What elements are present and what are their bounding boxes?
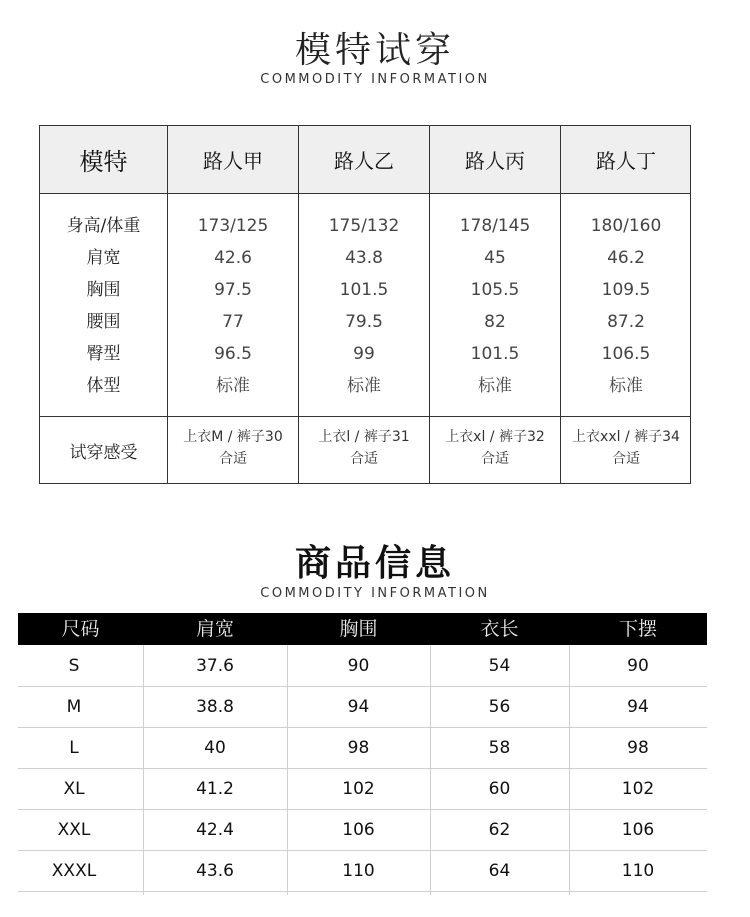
- model-1-values: [168, 215, 298, 407]
- cell-size: XXXL: [51, 861, 97, 881]
- cell: 标准: [609, 376, 643, 396]
- label-fitting-feel: 试穿感受: [69, 442, 138, 463]
- section-subtitle: COMMODITY INFORMATION: [260, 72, 490, 87]
- cell: 175/132: [328, 216, 400, 236]
- cell: 56: [488, 697, 511, 717]
- model-fitting-table: [39, 125, 691, 484]
- cell-size: L: [69, 738, 79, 758]
- cell: 77: [222, 312, 244, 332]
- cell: 38.8: [196, 697, 234, 717]
- label-shoulder: 肩宽: [86, 248, 121, 268]
- cell: 106: [342, 820, 375, 840]
- model-3-values: [430, 215, 560, 407]
- cell: 105.5: [470, 280, 520, 300]
- cell: 110: [342, 861, 375, 881]
- table-row: [18, 687, 707, 728]
- table-row: [18, 769, 707, 810]
- cell: 62: [488, 820, 511, 840]
- model-3-feel: [430, 426, 560, 470]
- cell: 60: [488, 779, 511, 799]
- header-length: 衣长: [480, 618, 519, 640]
- cell: 106: [621, 820, 655, 840]
- feel-result: 合适: [481, 451, 509, 467]
- cell: 43.8: [345, 248, 383, 268]
- feel-size: 上衣l / 裤子31: [318, 429, 410, 445]
- cell: 82: [484, 312, 506, 332]
- header-shoulder: 肩宽: [195, 618, 234, 640]
- cell: 54: [488, 656, 511, 676]
- cell: 64: [488, 861, 511, 881]
- cell: 43.6: [196, 861, 234, 881]
- section-title-model-fitting: 模特试穿: [294, 30, 455, 71]
- cell: 79.5: [345, 312, 383, 332]
- model-4-feel: [561, 426, 691, 470]
- cell: 42.4: [196, 820, 234, 840]
- cell: 41.2: [196, 779, 234, 799]
- feel-size: 上衣xxl / 裤子34: [572, 429, 680, 445]
- cell: 96.5: [214, 344, 252, 364]
- label-body-type: 体型: [86, 376, 121, 396]
- header-hem: 下摆: [618, 618, 657, 640]
- feel-result: 合适: [350, 451, 378, 467]
- cell: 106.5: [601, 344, 651, 364]
- cell: 98: [347, 738, 370, 758]
- model-2-values: [299, 215, 429, 407]
- cell: 90: [347, 656, 370, 676]
- header-model-3: 路人丙: [465, 149, 525, 173]
- cell: 87.2: [607, 312, 645, 332]
- cell: 90: [627, 656, 649, 676]
- model-4-values: [561, 215, 691, 407]
- cell: 94: [627, 697, 649, 717]
- cell-size: M: [66, 697, 82, 717]
- cell-size: XXL: [57, 820, 91, 840]
- cell-size: S: [68, 656, 80, 676]
- table-row: [18, 646, 707, 687]
- cell: 标准: [216, 376, 250, 396]
- cell: 标准: [347, 376, 381, 396]
- cell: 标准: [478, 376, 512, 396]
- label-chest: 胸围: [86, 280, 121, 300]
- cell: 109.5: [601, 280, 651, 300]
- cell: 58: [488, 738, 511, 758]
- size-table: [18, 613, 707, 895]
- header-model: 模特: [79, 148, 128, 176]
- section-title-product-info: 商品信息: [294, 543, 455, 584]
- cell: 178/145: [459, 216, 531, 236]
- cell: 37.6: [196, 656, 234, 676]
- label-waist: 腰围: [86, 312, 121, 332]
- cell: 180/160: [590, 216, 662, 236]
- cell: 102: [342, 779, 375, 799]
- cell: 46.2: [607, 248, 645, 268]
- cell: 42.6: [214, 248, 252, 268]
- feel-size: 上衣xl / 裤子32: [445, 429, 545, 445]
- header-model-4: 路人丁: [596, 149, 656, 173]
- cell: 102: [621, 779, 655, 799]
- table-row: [18, 728, 707, 769]
- cell: 110: [621, 861, 655, 881]
- cell: 101.5: [339, 280, 389, 300]
- row-labels: [40, 215, 167, 407]
- cell: 173/125: [197, 216, 269, 236]
- header-model-1: 路人甲: [203, 149, 263, 173]
- feel-result: 合适: [219, 451, 247, 467]
- cell: 40: [204, 738, 226, 758]
- cell: 98: [627, 738, 649, 758]
- header-size: 尺码: [61, 618, 100, 640]
- label-hip: 臀型: [86, 344, 121, 364]
- table-row: [18, 851, 707, 892]
- table-row: [18, 810, 707, 851]
- cell: 101.5: [470, 344, 520, 364]
- label-height-weight: 身高/体重: [66, 216, 141, 236]
- section-subtitle: COMMODITY INFORMATION: [260, 586, 490, 601]
- feel-result: 合适: [612, 451, 640, 467]
- cell-size: XL: [63, 779, 85, 799]
- cell: 45: [484, 248, 506, 268]
- model-1-feel: [168, 426, 298, 470]
- cell: 97.5: [214, 280, 252, 300]
- cell: 99: [353, 344, 375, 364]
- feel-size: 上衣M / 裤子30: [183, 429, 283, 445]
- header-model-2: 路人乙: [334, 149, 394, 173]
- cell: 94: [347, 697, 370, 717]
- header-chest: 胸围: [339, 618, 378, 640]
- model-2-feel: [299, 426, 429, 470]
